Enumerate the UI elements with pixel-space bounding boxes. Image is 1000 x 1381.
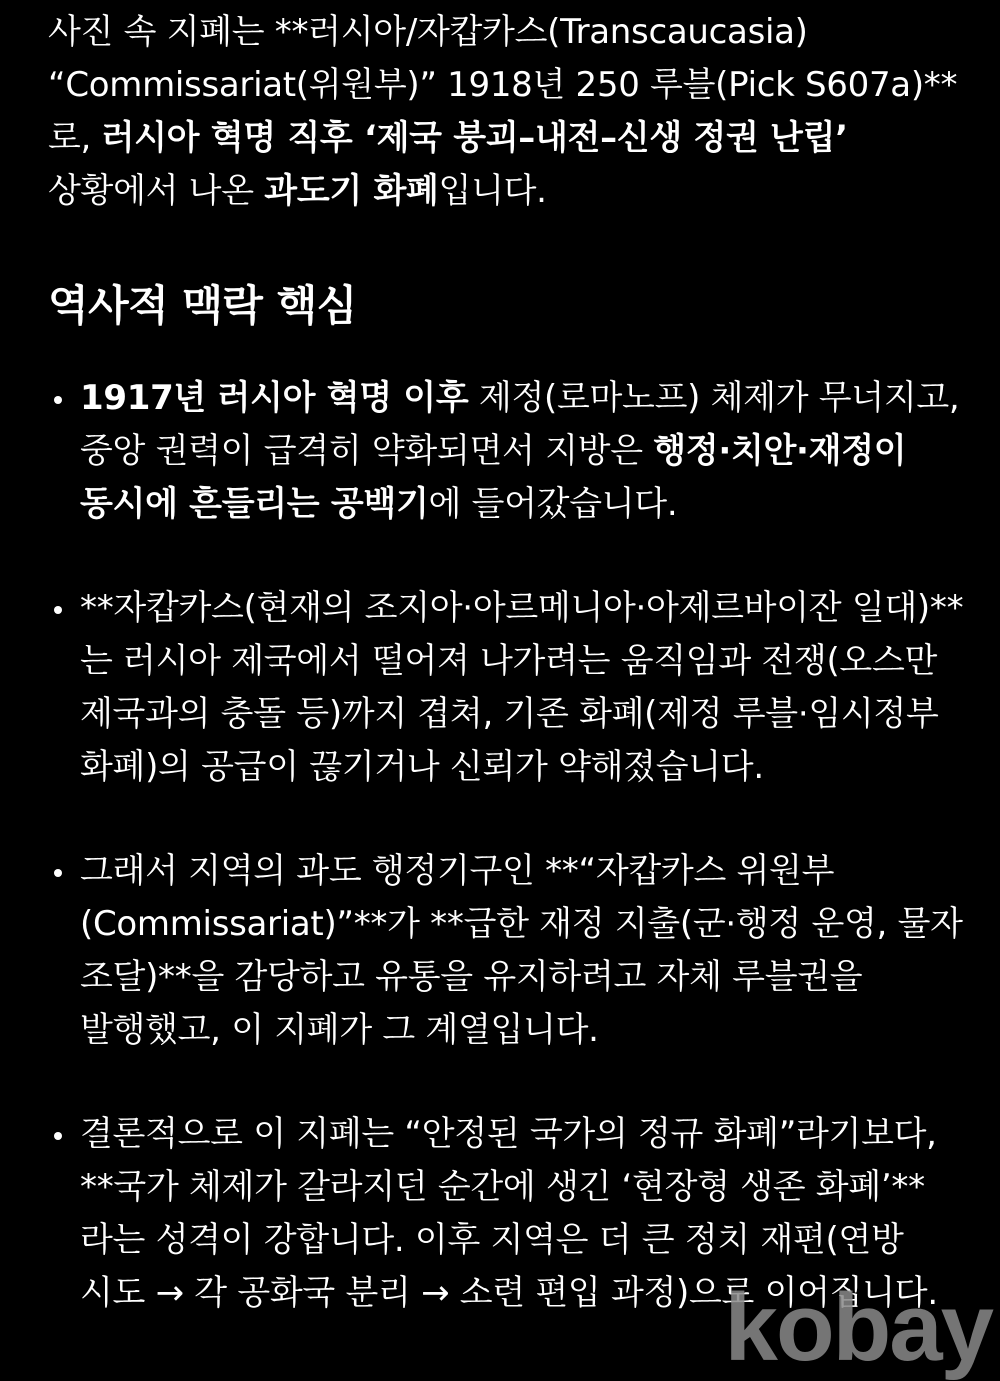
intro-bold-currency: 과도기 화폐 <box>264 171 439 211</box>
bullet-list <box>48 372 978 1320</box>
intro-text-1: 사진 속 지폐는 **러시아/자캅카스(Transcaucasia) “Commissariat(위원부)” 1918년 250 루블(Pick S607a)**로, <box>48 12 958 158</box>
intro-bold-context: 러시아 혁명 직후 ‘제국 붕괴–내전–신생 정권 난립’ <box>101 118 848 158</box>
bullet-bold-emphasis: 행정·치안·재정이 동시에 흔들리는 공백기 <box>80 431 907 524</box>
bullet-text-end: 에 들어갔습니다. <box>428 484 678 524</box>
kobay-watermark: kobay <box>724 1274 992 1381</box>
bullet-text: **자캅카스(현재의 조지아·아르메니아·아제르바이잔 일대)**는 러시아 제국에서 떨어져 나가려는 움직임과 전쟁(오스만 제국과의 충돌 등)까지 겹쳐, 기존 화폐(제정 루블·임시정부 화폐)의 공급이 끊기거나 신뢰가 약해졌습니다. <box>80 588 964 787</box>
bullet-text: 결론적으로 이 지폐는 “안정된 국가의 정규 화폐”라기보다, **국가 체제가 갈라지던 순간에 생긴 ‘현장형 생존 화폐’**라는 성격이 강합니다. 이후 지역은 더 큰 정치 재편(연방 시도 → 각 공화국 분리 → 소련 편입 과정)으로 이어집니다. <box>80 1114 938 1313</box>
intro-paragraph <box>48 6 978 218</box>
bullet-dot-icon <box>54 869 62 877</box>
bullet-dot-icon <box>54 1132 62 1140</box>
intro-text-3: 입니다. <box>438 171 547 211</box>
intro-text-2: 상황에서 나온 <box>48 171 265 211</box>
bullet-item-commissariat <box>48 845 978 1057</box>
message-content <box>48 6 978 1371</box>
bullet-text: 제정(로마노프) 체제가 무너지고, 중앙 권력이 급격히 약화되면서 지방은 <box>80 378 960 471</box>
bullet-item-transcaucasia <box>48 582 978 794</box>
bullet-dot-icon <box>54 396 62 404</box>
bullet-text: 그래서 지역의 과도 행정기구인 **“자캅카스 위원부(Commissariat)”**가 **급한 재정 지출(군·행정 운영, 물자 조달)**을 감당하고 유통을 유지하려고 자체 루블권을 발행했고, 이 지폐가 그 계열입니다. <box>80 851 963 1050</box>
bullet-bold-lead: 1917년 러시아 혁명 이후 <box>80 378 469 418</box>
section-heading: 역사적 맥락 핵심 <box>48 281 357 330</box>
bullet-item-revolution <box>48 372 978 531</box>
bullet-dot-icon <box>54 606 62 614</box>
